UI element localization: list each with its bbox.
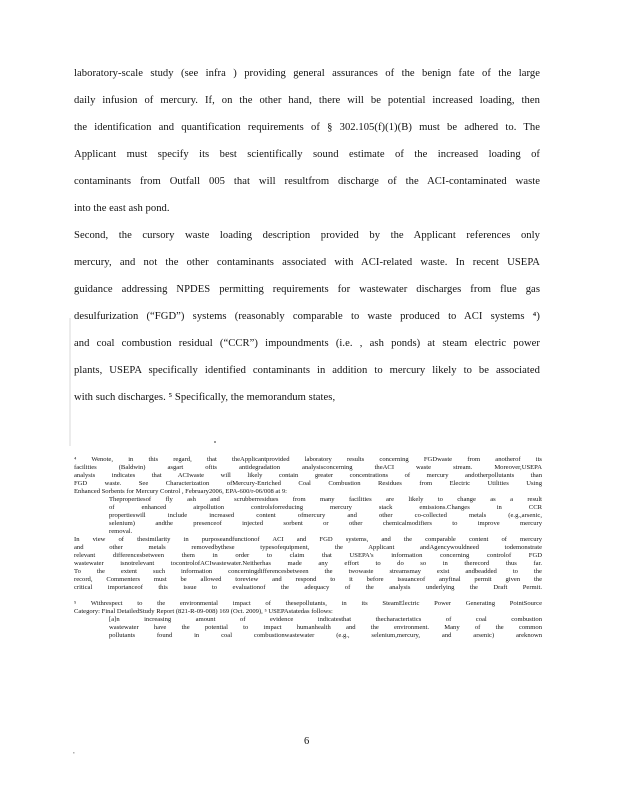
footnote-line: relevant differencesbetween them in order to claim that USEPA's information concerning controlof FGD — [74, 552, 542, 559]
body-line: daily infusion of mercury. If, on the other hand, there will be potential increased loading, then — [74, 95, 540, 106]
body-text — [74, 68, 540, 419]
body-line: mercury, and not the other contaminants associated with ACI-related waste. In recent USEPA — [74, 257, 540, 268]
footnote-quote-line: wastewater have the potential to impact humanhealth and the environment. Many of the common — [109, 624, 542, 631]
body-line: laboratory-scale study (see infra ) providing general assurances of the benign fate of the large — [74, 68, 540, 79]
footnote-quote-line: of enhanced airpollution controlsforreducing mercury stack emissions.Changes in CCR — [109, 504, 542, 511]
body-line: and coal combustion residual (“CCR”) impoundments (i.e. , ash ponds) at steam electric power — [74, 338, 540, 349]
body-line: with such discharges. ⁵ Specifically, the memorandum states, — [74, 392, 336, 403]
footnote-quote-line: propertieswill include increased content ofmercury and other co-collected metals (e.g.,arsenic, — [109, 512, 542, 519]
footnote-quote-line: pollutants found in coal combustionwastewater (e.g., selenium,mercury, and arsenic) areknown — [109, 632, 542, 639]
footnote-line: ⁵ Withrespect to the environmental impact of thesepollutants, in its SteamElectric Power Generating PointSource — [74, 600, 542, 607]
body-line: Applicant must specify its best scientifically sound estimate of the increased loading of — [74, 149, 540, 160]
footnote-line: Enhanced Sorbents for Mercury Control , February2006, EPA-600/r-06/008 at 9: — [74, 488, 287, 495]
footnote-gap — [74, 592, 542, 600]
footnote-line: FGD waste. See Characterization ofMercury-Enriched Coal Combustion Residues from Electric Utilities Using — [74, 480, 542, 487]
footnote-line: facilities (Baldwin) asgart ofits antidegradation analysisconcerning theACI waste stream. Moreover,USEPA — [74, 464, 542, 471]
footnote-line: record, Commenters must be allowed toreview and respond to it before issuanceof anyfinal permit given the — [74, 576, 542, 583]
body-line: contaminants from Outfall 005 that will resultfrom discharge of the ACI-contaminated waste — [74, 176, 540, 187]
footnote-line: and other metals removedbythese typesofequipment, the Applicant andAgencywouldneed todemonstrate — [74, 544, 542, 551]
body-line: desulfurization (“FGD”) systems (reasonably comparable to waste produced to ACI systems ⁴) — [74, 311, 540, 322]
footnote-quote-line: removal. — [109, 528, 133, 535]
footnote-line: ⁴ Wenote, in this regard, that theApplicantprovided laboratory results concerning FGDwaste from anotherof its — [74, 456, 542, 463]
footnote-line: analysis indicates that ACIwaste will likely contain greater concentrations of mercury andotherpollutants than — [74, 472, 542, 479]
page-number: 6 — [304, 736, 310, 747]
footnote-line: In view of thesimilarity in purposeandfunctionof ACI and FGD systems, and the comparable content of mercury — [74, 536, 542, 543]
footnote-quote-line: selenium) andthe presenceof injected sorbent or other chemicalmodifiers to improve mercury — [109, 520, 542, 527]
scan-dot — [214, 441, 216, 443]
scan-dot — [73, 752, 75, 754]
footnote-line: critical importanceof this issue to evaluationof the adequacy of the analysis underlying the Draft Permit. — [74, 584, 542, 591]
body-line: Second, the cursory waste loading description provided by the Applicant references only — [74, 230, 540, 241]
body-line: into the east ash pond. — [74, 203, 170, 214]
footnote-quote-line: [a]n increasing amount of evidence indicatesthat thecharacteristics of coal combustion — [109, 616, 542, 623]
footnote-line: wastewater isnotrelevant tocontrolofACIwastewater.Neitherhas made any effort to do so in therecord thus far. — [74, 560, 542, 567]
body-line: guidance addressing NPDES permitting requirements for wastewater discharges from flue gas — [74, 284, 540, 295]
body-line: the identification and quantification requirements of § 302.105(f)(1)(B) must be adhered to. The — [74, 122, 540, 133]
footnotes — [74, 456, 542, 640]
body-line: plants, USEPA specifically identified contaminants in addition to mercury likely to be associated — [74, 365, 540, 376]
footnote-line: To the extent such information concerningdifferencesbetween the twowaste streamsmay exist andbeadded to the — [74, 568, 542, 575]
footnote-quote-line: Thepropertiesof fly ash and scrubberresidues from many facilities are likely to change as a result — [109, 496, 542, 503]
footnote-line: Category: Final DetailedStudy Report (821-R-09-008) 169 (Oct. 2009), ⁵ USEPAstatedas follows: — [74, 608, 333, 615]
